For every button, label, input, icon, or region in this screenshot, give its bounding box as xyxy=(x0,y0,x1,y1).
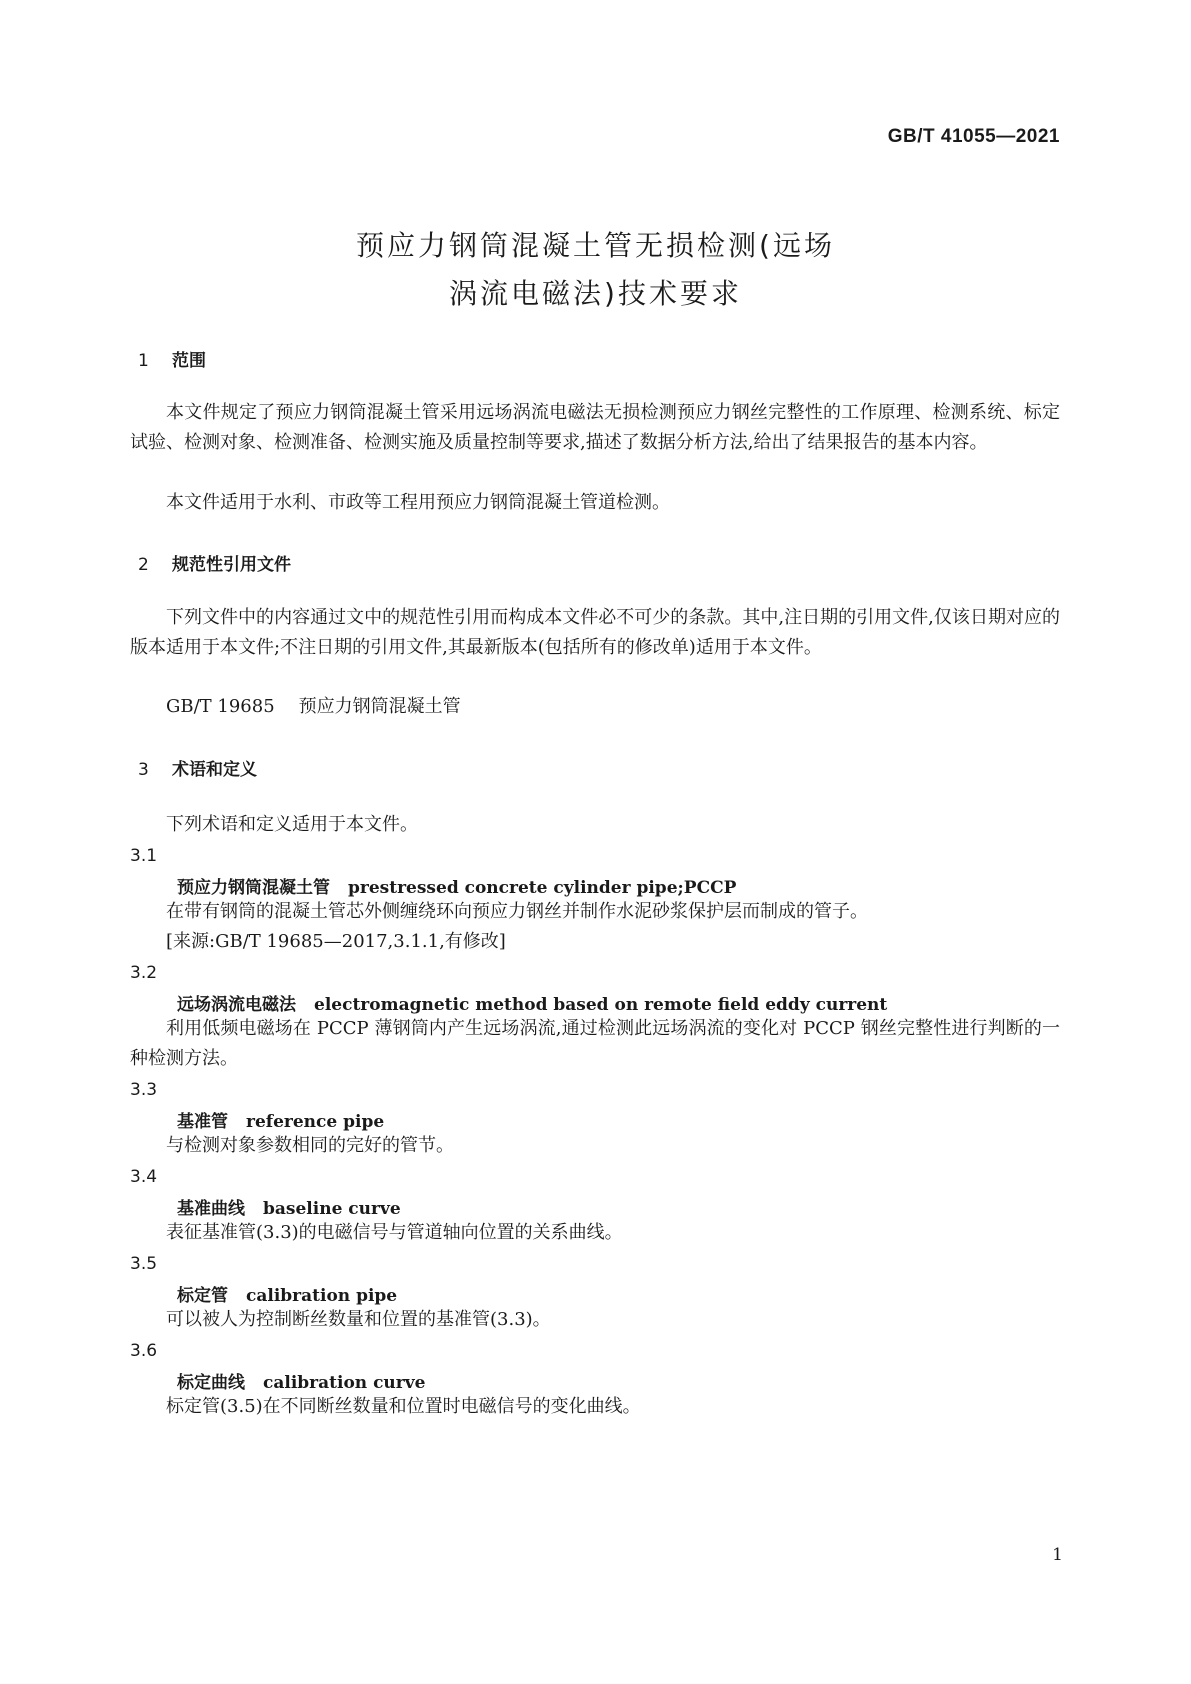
term-chinese: 基准管 xyxy=(177,1112,228,1132)
term-definition: 可以被人为控制断丝数量和位置的基准管(3.3)。 xyxy=(166,1309,551,1330)
term-english: calibration curve xyxy=(263,1373,426,1393)
section-2-heading xyxy=(138,550,291,575)
term-chinese: 标定曲线 xyxy=(177,1373,245,1393)
term-heading xyxy=(177,1107,384,1132)
section-1-paragraph-2: 本文件适用于水利、市政等工程用预应力钢筒混凝土管道检测。 xyxy=(166,492,670,513)
normative-reference xyxy=(166,692,461,722)
title-line-2: 涡流电磁法)技术要求 xyxy=(449,277,742,310)
standard-number: GB/T 41055—2021 xyxy=(887,126,1060,147)
term-english: prestressed concrete cylinder pipe;PCCP xyxy=(348,878,737,898)
section-3-heading xyxy=(138,755,257,780)
reference-title: 预应力钢筒混凝土管 xyxy=(298,696,461,717)
term-english: electromagnetic method based on remote field eddy current xyxy=(314,995,888,1015)
term-chinese: 远场涡流电磁法 xyxy=(177,995,296,1015)
section-1-heading xyxy=(138,346,206,371)
term-chinese: 基准曲线 xyxy=(177,1199,245,1219)
section-number: 1 xyxy=(138,351,149,371)
section-3-intro: 下列术语和定义适用于本文件。 xyxy=(166,814,418,835)
term-heading xyxy=(177,873,736,898)
term-definition: 表征基准管(3.3)的电磁信号与管道轴向位置的关系曲线。 xyxy=(166,1222,623,1243)
term-number: 3.1 xyxy=(130,846,158,866)
term-number: 3.2 xyxy=(130,963,158,983)
section-2-paragraph-1: 下列文件中的内容通过文中的规范性引用而构成本文件必不可少的条款。其中,注日期的引用文件,仅该日期对应的版本适用于本文件;不注日期的引用文件,其最新版本(包括所有的修改单)适用于本文件。 xyxy=(130,607,1060,658)
term-number: 3.5 xyxy=(130,1254,158,1274)
term-number: 3.6 xyxy=(130,1341,158,1361)
term-english: reference pipe xyxy=(246,1112,385,1132)
term-english: baseline curve xyxy=(263,1199,401,1219)
page-number: 1 xyxy=(1052,1545,1063,1565)
term-number: 3.4 xyxy=(130,1167,158,1187)
section-title: 范围 xyxy=(172,351,206,371)
term-definition: 在带有钢筒的混凝土管芯外侧缠绕环向预应力钢丝并制作水泥砂浆保护层而制成的管子。 xyxy=(166,901,868,922)
section-1-paragraph-1: 本文件规定了预应力钢筒混凝土管采用远场涡流电磁法无损检测预应力钢丝完整性的工作原理、检测系统、标定试验、检测对象、检测准备、检测实施及质量控制等要求,描述了数据分析方法,给出了结果报告的基本内容。 xyxy=(130,402,1060,453)
term-heading xyxy=(177,1281,397,1306)
term-source: [来源:GB/T 19685—2017,3.1.1,有修改] xyxy=(166,931,506,952)
term-heading xyxy=(177,990,887,1015)
term-definition: 与检测对象参数相同的完好的管节。 xyxy=(166,1135,454,1156)
title-line-1: 预应力钢筒混凝土管无损检测(远场 xyxy=(356,229,835,262)
section-title: 规范性引用文件 xyxy=(172,555,291,575)
reference-code: GB/T 19685 xyxy=(166,696,275,717)
term-heading xyxy=(177,1194,401,1219)
term-english: calibration pipe xyxy=(246,1286,398,1306)
section-number: 2 xyxy=(138,555,149,575)
document-title xyxy=(0,222,1191,318)
term-definition: 利用低频电磁场在 PCCP 薄钢筒内产生远场涡流,通过检测此远场涡流的变化对 PCCP 钢丝完整性进行判断的一种检测方法。 xyxy=(130,1018,1060,1069)
term-heading xyxy=(177,1368,425,1393)
section-number: 3 xyxy=(138,760,149,780)
term-number: 3.3 xyxy=(130,1080,158,1100)
term-chinese: 标定管 xyxy=(177,1286,228,1306)
term-chinese: 预应力钢筒混凝土管 xyxy=(177,878,330,898)
term-definition: 标定管(3.5)在不同断丝数量和位置时电磁信号的变化曲线。 xyxy=(166,1396,641,1417)
section-title: 术语和定义 xyxy=(172,760,257,780)
